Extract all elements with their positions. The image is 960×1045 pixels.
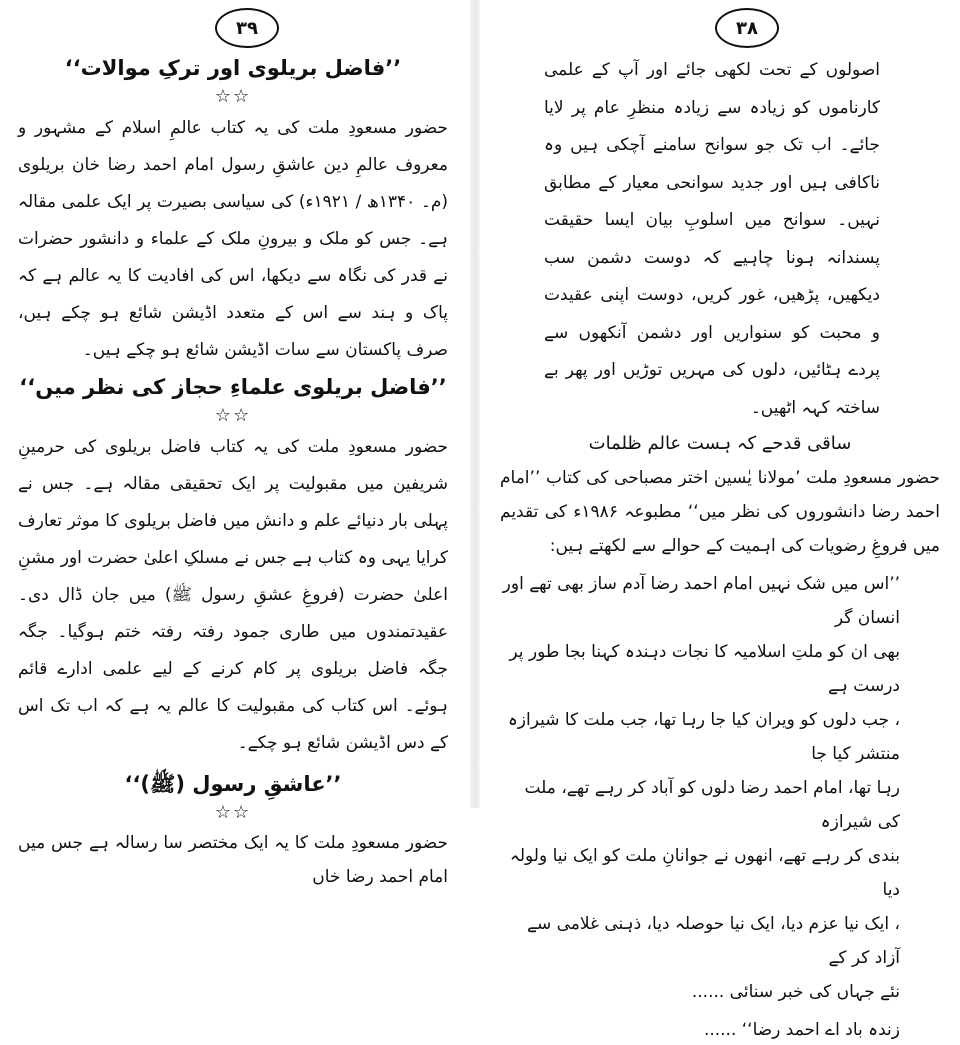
- body-paragraph: اصولوں کے تحت لکھی جائے اور آپ کے علمی کارناموں کو زیادہ سے زیادہ منظرِ عام پر لایا جائے۔ اب تک جو سوانح سامنے آچکی ہیں وہ ناکافی ہیں اور جدید سوانحی معیار کے مطابق نہیں۔ سوانح میں اسلوبِ بیان ایسا حقیقت پسندانہ ہونا چاہیے کہ دوست دشمن سب دیکھیں، پڑھیں، غور کریں، دوست اپنی عقیدت و محبت کو سنواریں اور دشمن آنکھوں سے پردے ہٹائیں، دلوں کی مہریں توڑیں اور پھر بے ساختہ کہہ اٹھیں۔: [544, 60, 880, 418]
- page-number: ۳۹: [215, 8, 279, 48]
- quote-line: ، ایک نیا عزم دیا، ایک نیا حوصلہ دیا، ذہنی غلامی سے آزاد کر کے: [527, 914, 900, 968]
- quote-line: ’’اس میں شک نہیں امام احمد رضا آدم ساز بھی تھے اور انسان گر: [502, 574, 900, 628]
- left-page: [0, 0, 470, 887]
- right-page: [480, 0, 960, 1040]
- book-gutter: [470, 0, 480, 808]
- quote-line: ، جب دلوں کو ویران کیا جا رہا تھا، جب ملت کا شیرازہ منتشر کیا جا: [507, 710, 900, 764]
- quote-line: بندی کر رہے تھے، انھوں نے جوانانِ ملت کو ایک نیا ولولہ دیا: [509, 846, 900, 900]
- section-heading: ’’فاضل بریلوی علماءِ حجاز کی نظر میں‘‘: [19, 375, 447, 399]
- section-paragraph: حضور مسعودِ ملت کی یہ کتاب عالمِ اسلام کے مشہور و معروف عالمِ دین عاشقِ رسول امام احمد رضا خان بریلوی (م۔ ۱۳۴۰ھ / ۱۹۲۱ء) کی سیاسی بصیرت پر ایک علمی مقالہ ہے۔ جس کو ملک و بیرونِ ملک کے علماء و دانشور حضرات نے قدر کی نگاہ سے دیکھا، اس کی افادیت کا یہ عالم ہے کہ پاک و ہند سے اس کے متعدد اڈیشن شائع ہو چکے ہیں، صرف پاکستان سے سات اڈیشن شائع ہو چکے ہیں۔: [18, 118, 449, 360]
- verse-subheading: ساقی قدحے کہ ہست عالم ظلمات: [588, 433, 852, 454]
- quote-line: رہا تھا، امام احمد رضا دلوں کو آباد کر رہے تھے، ملت کی شیرازہ: [524, 778, 900, 832]
- section-paragraph: حضور مسعودِ ملت کا یہ ایک مختصر سا رسالہ ہے جس میں امام احمد رضا خاں: [18, 833, 448, 887]
- section-paragraph: حضور مسعودِ ملت کی یہ کتاب فاضل بریلوی کی حرمینِ شریفین میں مقبولیت پر ایک تحقیقی مقالہ ہے۔ جس نے پہلی بار دنیائے علم و دانش میں فاضل بریلوی کا موثر تعارف کرایا یہی وہ کتاب ہے جس نے مسلکِ اعلیٰ حضرت اور مشنِ اعلیٰ حضرت (فروغِ عشقِ رسول ﷺ) میں جان ڈال دی۔ عقیدتمندوں میں طاری جمود رفتہ رفتہ ختم ہوگیا۔ جگہ جگہ فاضل بریلوی پر کام کرنے کے لیے علمی ادارے قائم ہوئے۔ اس کتاب کی مقبولیت کا عالم یہ ہے کہ اب تک اس کے دس اڈیشن شائع ہو چکے۔: [18, 437, 448, 753]
- left-page-content: [18, 52, 448, 894]
- body-paragraph: حضور مسعودِ ملت ’مولانا یٰسین اختر مصباحی کی کتاب ’’امام احمد رضا دانشوروں کی نظر میں‘‘ مطبوعہ ۱۹۸۶ء کی تقدیم میں فروغِ رضویات کی اہمیت کے حوالے سے لکھتے ہیں:: [500, 468, 940, 556]
- closing-line: زندہ باد اے احمد رضا‘‘ ......: [703, 1020, 900, 1040]
- star-divider: ☆☆: [214, 802, 252, 823]
- star-divider: ☆☆: [214, 405, 252, 426]
- quote-line: بھی ان کو ملتِ اسلامیہ کا نجات دہندہ کہنا بجا طور پر درست ہے: [509, 642, 900, 696]
- section-heading: ’’عاشقِ رسول (ﷺ)‘‘: [124, 772, 342, 796]
- star-divider: ☆☆: [214, 86, 252, 107]
- quotation-block: [500, 567, 940, 1009]
- page-number: ۳۸: [715, 8, 779, 48]
- quote-line: نئے جہاں کی خبر سنائی ......: [691, 982, 900, 1002]
- right-page-content: [500, 52, 940, 1045]
- section-heading: ’’فاضل بریلوی اور ترکِ موالات‘‘: [64, 56, 402, 80]
